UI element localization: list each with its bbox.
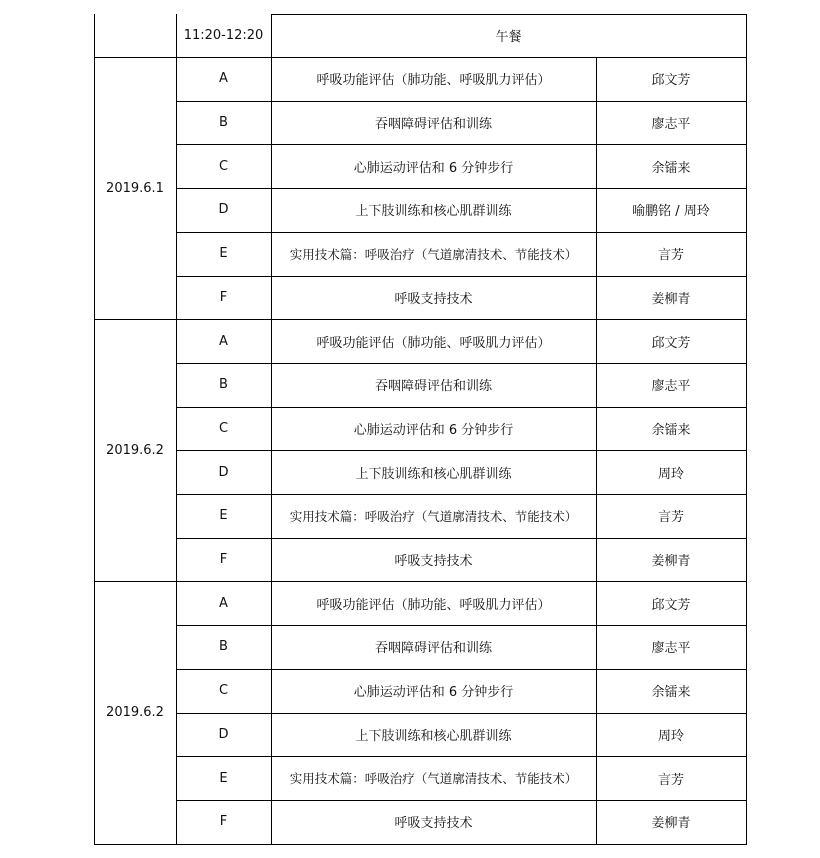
session-instructor: 余镭来 xyxy=(651,422,691,438)
session-instructor: 喻鹏铭 / 周玲 xyxy=(632,204,710,220)
session-topic: 实用技术篇：呼吸治疗（气道廓清技术、节能技术） xyxy=(289,246,578,262)
session-code: B xyxy=(219,377,228,393)
date-cell: 2019.6.2 xyxy=(106,442,164,458)
session-instructor: 余镭来 xyxy=(651,160,691,176)
session-topic: 实用技术篇：呼吸治疗（气道廓清技术、节能技术） xyxy=(289,771,578,787)
session-instructor: 廖志平 xyxy=(651,117,691,133)
session-code: A xyxy=(219,595,228,611)
session-instructor: 言芳 xyxy=(657,772,684,788)
session-code: E xyxy=(219,770,228,786)
session-topic: 呼吸功能评估（肺功能、呼吸肌力评估） xyxy=(316,335,551,351)
session-topic: 吞咽障碍评估和训练 xyxy=(374,379,492,395)
session-code: A xyxy=(219,333,228,349)
session-code: B xyxy=(219,115,228,131)
session-instructor: 邱文芳 xyxy=(651,73,691,89)
session-topic: 上下肢训练和核心肌群训练 xyxy=(355,728,512,744)
grid-line xyxy=(271,14,747,15)
session-topic: 呼吸支持技术 xyxy=(394,816,473,832)
session-instructor: 姜柳青 xyxy=(651,554,691,570)
date-cell: 2019.6.2 xyxy=(106,704,164,720)
session-code: E xyxy=(219,246,228,262)
session-topic: 实用技术篇：呼吸治疗（气道廓清技术、节能技术） xyxy=(289,508,578,524)
session-code: F xyxy=(219,289,228,305)
session-code: F xyxy=(219,552,228,568)
date-cell: 2019.6.1 xyxy=(106,180,164,196)
session-instructor: 周玲 xyxy=(657,466,684,482)
session-code: A xyxy=(219,71,228,87)
session-code: E xyxy=(219,508,228,524)
grid-line xyxy=(176,14,177,57)
session-code: F xyxy=(219,814,228,830)
session-instructor: 邱文芳 xyxy=(651,335,691,351)
session-instructor: 邱文芳 xyxy=(651,597,691,613)
session-instructor: 姜柳青 xyxy=(651,816,691,832)
session-topic: 呼吸功能评估（肺功能、呼吸肌力评估） xyxy=(316,73,551,89)
session-topic: 心肺运动评估和 6 分钟步行 xyxy=(353,422,514,438)
grid-line xyxy=(94,844,747,845)
session-instructor: 周玲 xyxy=(657,728,684,744)
session-code: B xyxy=(219,639,228,655)
session-code: D xyxy=(218,726,229,742)
session-topic: 上下肢训练和核心肌群训练 xyxy=(355,466,512,482)
session-instructor: 余镭来 xyxy=(651,685,691,701)
session-instructor: 姜柳青 xyxy=(651,291,691,307)
session-topic: 呼吸支持技术 xyxy=(394,554,473,570)
session-topic: 心肺运动评估和 6 分钟步行 xyxy=(353,160,514,176)
session-topic: 呼吸功能评估（肺功能、呼吸肌力评估） xyxy=(316,597,551,613)
lunch-time: 11:20-12:20 xyxy=(183,28,264,43)
session-topic: 上下肢训练和核心肌群训练 xyxy=(355,204,512,220)
session-code: C xyxy=(218,683,229,699)
session-topic: 吞咽障碍评估和训练 xyxy=(374,641,492,657)
session-instructor: 廖志平 xyxy=(651,641,691,657)
session-code: D xyxy=(218,464,229,480)
session-instructor: 言芳 xyxy=(657,248,684,264)
grid-line xyxy=(746,14,747,57)
grid-line xyxy=(271,14,272,57)
session-instructor: 廖志平 xyxy=(651,379,691,395)
session-topic: 呼吸支持技术 xyxy=(394,291,473,307)
session-code: C xyxy=(218,158,229,174)
session-topic: 心肺运动评估和 6 分钟步行 xyxy=(353,685,514,701)
session-code: C xyxy=(218,420,229,436)
session-instructor: 言芳 xyxy=(657,510,684,526)
session-topic: 吞咽障碍评估和训练 xyxy=(374,117,492,133)
lunch-label: 午餐 xyxy=(495,30,522,45)
session-code: D xyxy=(218,202,229,218)
